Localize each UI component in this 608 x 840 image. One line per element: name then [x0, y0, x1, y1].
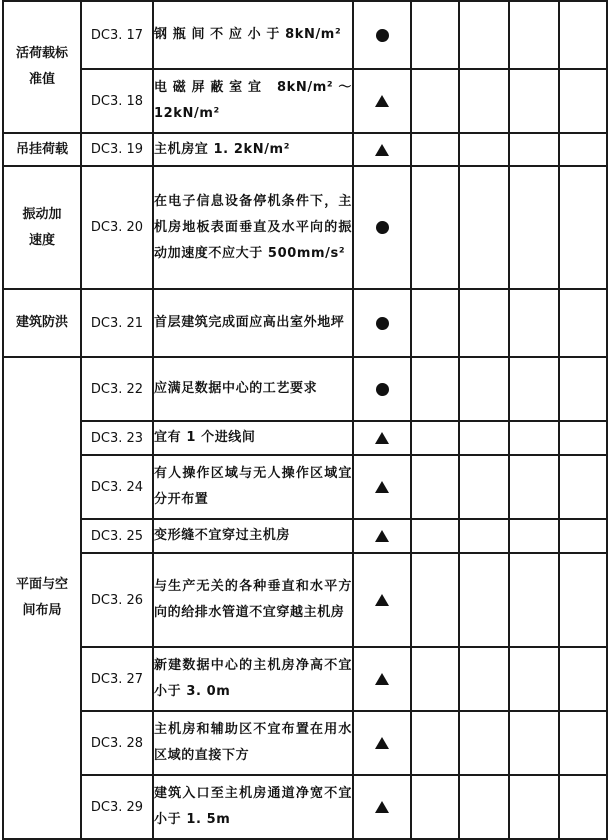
mark-cell — [353, 357, 411, 421]
table-row — [3, 647, 607, 711]
item-description: 新建数据中心的主机房净高不宜小于 3. 0m — [153, 647, 353, 711]
item-description: 首层建筑完成面应高出室外地坪 — [153, 289, 353, 357]
filled-circle-icon — [376, 221, 389, 234]
item-code: DC3. 29 — [81, 775, 153, 839]
table-row — [3, 289, 607, 357]
item-code: DC3. 24 — [81, 455, 153, 519]
item-code: DC3. 17 — [81, 1, 153, 69]
filled-triangle-icon — [375, 432, 389, 444]
category-cell: 振动加速度 — [3, 166, 81, 289]
item-code: DC3. 21 — [81, 289, 153, 357]
specification-table — [2, 0, 608, 840]
item-description: 钢 瓶 间 不 应 小 于 8kN/m² — [153, 1, 353, 69]
category-cell: 活荷载标准值 — [3, 1, 81, 133]
table-row — [3, 133, 607, 166]
item-code: DC3. 19 — [81, 133, 153, 166]
item-description: 建筑入口至主机房通道净宽不宜小于 1. 5m — [153, 775, 353, 839]
mark-cell — [353, 166, 411, 289]
table-row — [3, 1, 607, 69]
filled-triangle-icon — [375, 673, 389, 685]
item-code: DC3. 23 — [81, 421, 153, 455]
item-code: DC3. 26 — [81, 553, 153, 647]
table-row — [3, 775, 607, 839]
item-description: 主机房宜 1. 2kN/m² — [153, 133, 353, 166]
mark-cell — [353, 69, 411, 133]
filled-triangle-icon — [375, 144, 389, 156]
category-cell: 吊挂荷载 — [3, 133, 81, 166]
item-description: 主机房和辅助区不宜布置在用水区域的直接下方 — [153, 711, 353, 775]
mark-cell — [353, 553, 411, 647]
filled-circle-icon — [376, 29, 389, 42]
table-row — [3, 553, 607, 647]
item-description: 变形缝不宜穿过主机房 — [153, 519, 353, 553]
filled-triangle-icon — [375, 95, 389, 107]
mark-cell — [353, 421, 411, 455]
filled-triangle-icon — [375, 801, 389, 813]
filled-circle-icon — [376, 383, 389, 396]
mark-cell — [353, 455, 411, 519]
item-description: 电磁屏蔽室宜 8kN/m²～12kN/m² — [153, 69, 353, 133]
item-description: 宜有 1 个进线间 — [153, 421, 353, 455]
item-description: 与生产无关的各种垂直和水平方向的给排水管道不宜穿越主机房 — [153, 553, 353, 647]
table-row — [3, 166, 607, 289]
filled-triangle-icon — [375, 737, 389, 749]
item-description: 应满足数据中心的工艺要求 — [153, 357, 353, 421]
item-description: 在电子信息设备停机条件下，主机房地板表面垂直及水平向的振动加速度不应大于 500mm/s² — [153, 166, 353, 289]
category-cell: 建筑防洪 — [3, 289, 81, 357]
item-code: DC3. 25 — [81, 519, 153, 553]
mark-cell — [353, 133, 411, 166]
mark-cell — [353, 519, 411, 553]
item-code: DC3. 22 — [81, 357, 153, 421]
table-row — [3, 357, 607, 421]
table-row — [3, 711, 607, 775]
filled-triangle-icon — [375, 481, 389, 493]
filled-circle-icon — [376, 317, 389, 330]
category-cell: 平面与空间布局 — [3, 357, 81, 839]
item-code: DC3. 20 — [81, 166, 153, 289]
filled-triangle-icon — [375, 594, 389, 606]
table-row — [3, 519, 607, 553]
table-row — [3, 455, 607, 519]
item-code: DC3. 28 — [81, 711, 153, 775]
mark-cell — [353, 775, 411, 839]
mark-cell — [353, 1, 411, 69]
mark-cell — [353, 289, 411, 357]
table-row — [3, 421, 607, 455]
item-code: DC3. 18 — [81, 69, 153, 133]
table-row — [3, 69, 607, 133]
item-code: DC3. 27 — [81, 647, 153, 711]
mark-cell — [353, 711, 411, 775]
item-description: 有人操作区域与无人操作区域宜分开布置 — [153, 455, 353, 519]
filled-triangle-icon — [375, 530, 389, 542]
mark-cell — [353, 647, 411, 711]
